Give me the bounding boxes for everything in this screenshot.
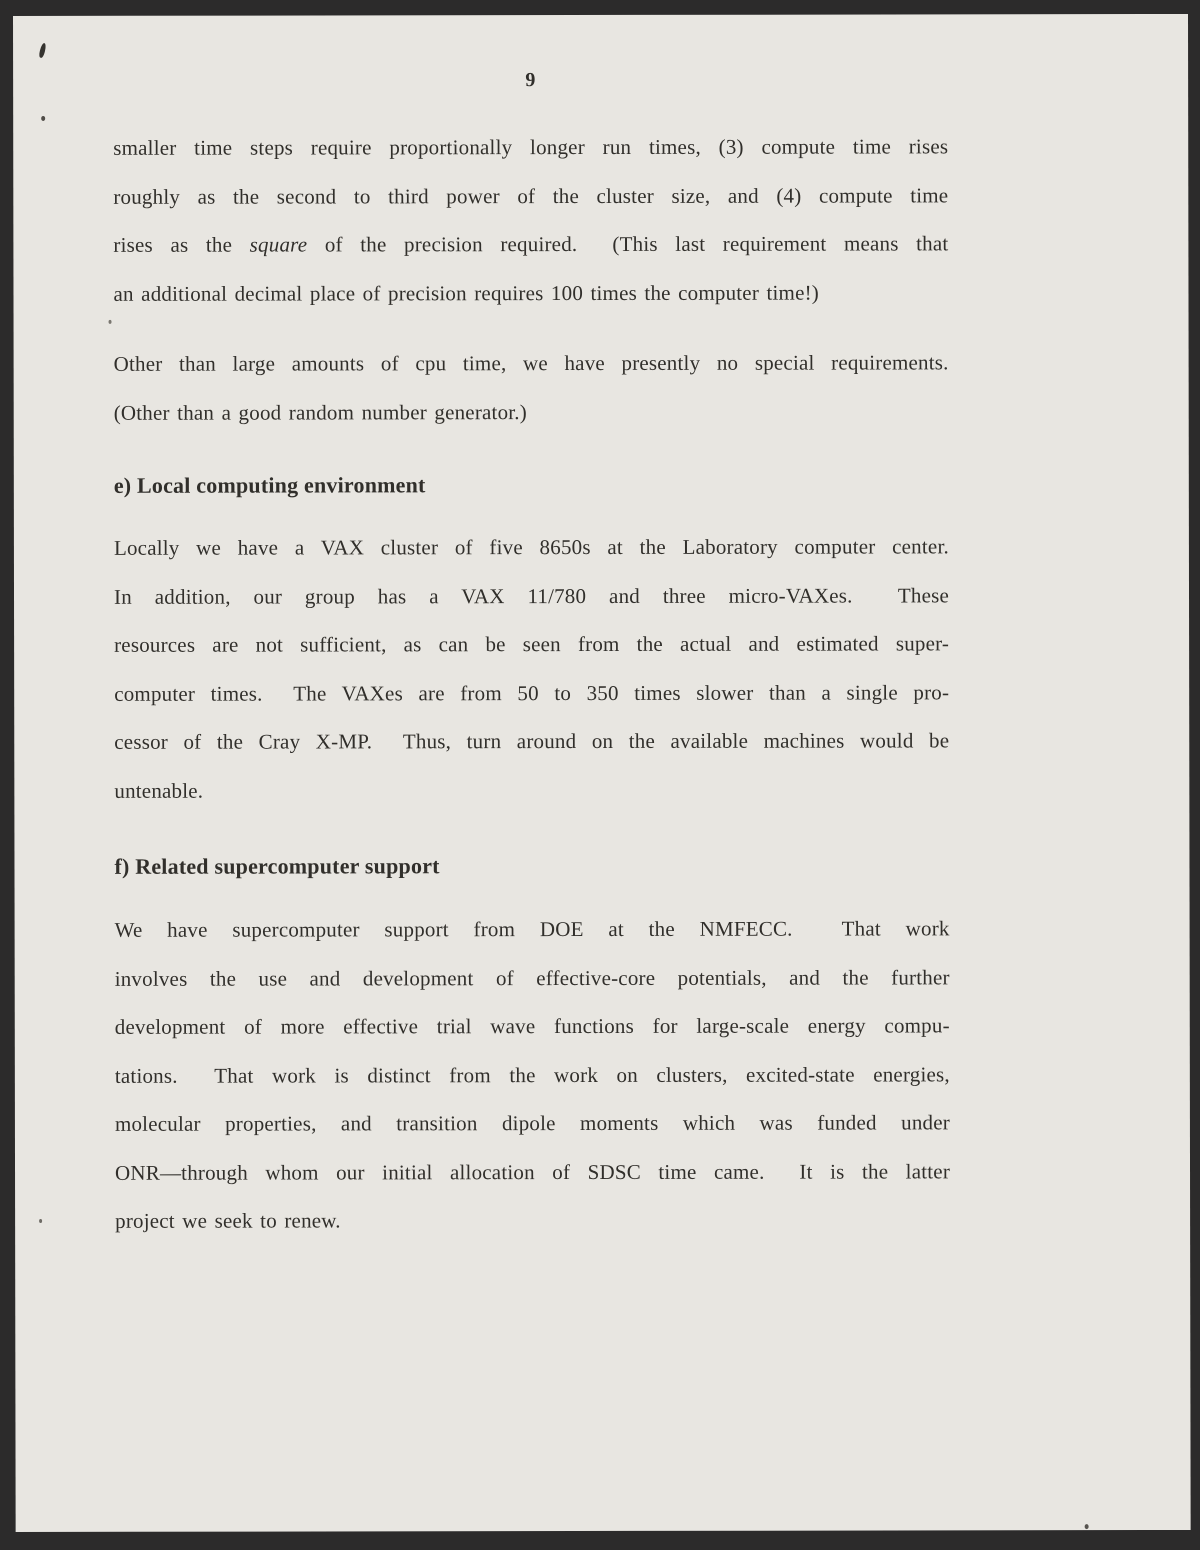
text-line: involves the use and development of effective-core potentials, and the further — [114, 964, 950, 991]
scan-artifact-mark — [38, 43, 46, 59]
text-line: tations. That work is distinct from the work on clusters, excited-state energies, — [114, 1061, 950, 1088]
paragraph-compute-time — [113, 122, 948, 317]
text-line: resources are not sufficient, as can be seen from the actual and estimated super- — [114, 631, 950, 657]
text-column — [113, 66, 950, 1245]
scan-artifact-dot — [41, 116, 45, 121]
text-line: cessor of the Cray X-MP. Thus, turn around on the available machines would be — [114, 728, 950, 754]
text-line: ONR—through whom our initial allocation of SDSC time came. It is the latter — [114, 1158, 951, 1185]
paragraph-requirements — [114, 338, 949, 436]
text-line: molecular properties, and transition dipole moments which was funded under — [114, 1110, 950, 1136]
scan-artifact-dot — [1085, 1524, 1089, 1529]
text-segment: rises as the — [113, 232, 233, 257]
document-page — [13, 14, 1191, 1532]
text-line — [113, 219, 948, 269]
text-line: Locally we have a VAX cluster of five 8650s at the Laboratory computer center. — [113, 534, 949, 560]
paragraph-related-support — [115, 904, 951, 1245]
section-heading-local-computing: e) Local computing environment — [113, 472, 426, 498]
text-line: In addition, our group has a VAX 11/780 and three micro-VAXes. These — [113, 582, 950, 609]
text-line: smaller time steps require proportionally longer run times, (3) compute time rises — [113, 134, 949, 160]
text-line: untenable. — [114, 778, 204, 803]
text-line: computer times. The VAXes are from 50 to 350 times slower than a single pro- — [114, 679, 950, 706]
text-line: Other than large amounts of cpu time, we have presently no special requirements. — [113, 350, 949, 376]
text-segment: of the precision required. (This last requirement means that — [324, 231, 949, 257]
scan-artifact-dot — [109, 320, 112, 324]
text-segment-italic: square — [249, 232, 308, 257]
section-heading-related-support: f) Related supercomputer support — [114, 853, 440, 879]
text-line: roughly as the second to third power of the cluster size, and (4) compute time — [113, 182, 949, 209]
text-line: an additional decimal place of precision requires 100 times the computer time!) — [113, 280, 819, 306]
text-line: project we seek to renew. — [115, 1208, 341, 1233]
text-line: development of more effective trial wave functions for large-scale energy compu- — [114, 1013, 950, 1039]
text-line: (Other than a good random number generator.) — [113, 399, 527, 425]
page-number: 9 — [525, 69, 536, 92]
text-line: We have supercomputer support from DOE at the NMFECC. That work — [114, 916, 950, 942]
paragraph-local-computing — [114, 522, 950, 814]
scan-artifact-dot — [39, 1219, 42, 1223]
